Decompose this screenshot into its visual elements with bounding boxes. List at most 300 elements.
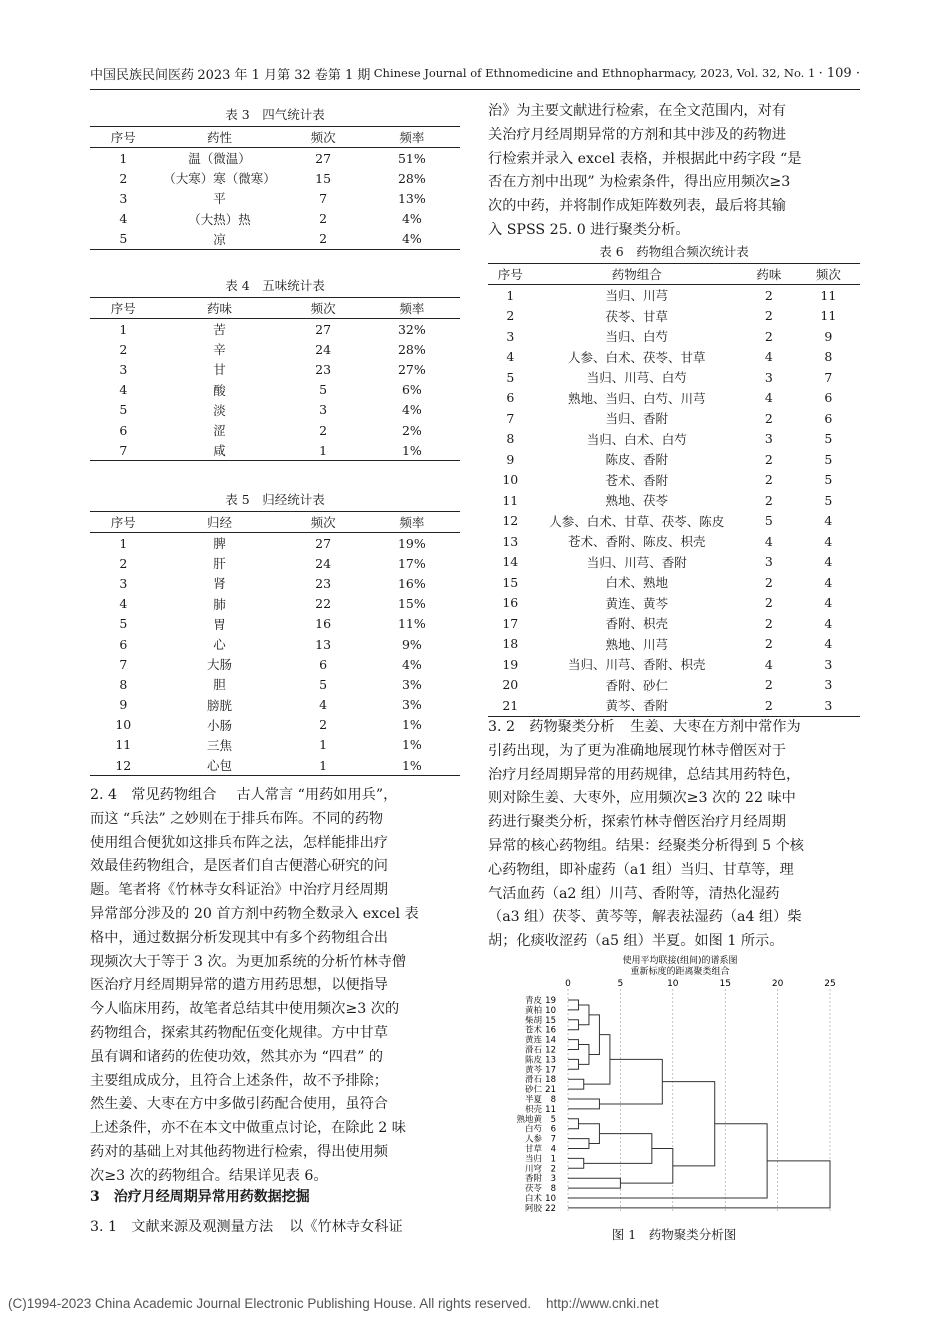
- leaf-id: 10: [545, 1005, 556, 1016]
- table-cell: 心: [213, 637, 226, 653]
- figure1-title-line1: 使用平均联接(组间)的谱系图: [622, 956, 738, 966]
- table-row: [488, 634, 860, 655]
- dendrogram-link: [568, 1124, 767, 1198]
- table-row: [488, 470, 860, 491]
- table-cell: 28%: [397, 341, 426, 357]
- text-line: 胡；化痰收涩药（a5 组）半夏。如图 1 所示。: [488, 933, 784, 950]
- table-cell: 13: [502, 533, 519, 549]
- dendrogram-link: [620, 1149, 672, 1184]
- table5: [90, 511, 460, 776]
- text-line: 关治疗月经周期异常的方剂和其中涉及的药物进: [488, 126, 786, 143]
- text-line: 次≥3 次的药物组合。结果详见表 6。: [90, 1167, 328, 1184]
- table-cell: 2: [319, 422, 328, 438]
- table-row: [488, 675, 860, 696]
- table-cell: 11: [820, 308, 837, 324]
- text-line: 而这 “兵法” 之妙则在于排兵布阵。不同的药物: [90, 810, 384, 827]
- leaf-name: 苍术: [524, 1025, 542, 1036]
- table-cell: 6: [506, 390, 515, 406]
- table-cell: 3: [764, 369, 773, 385]
- table-cell: 2: [764, 595, 773, 611]
- leaf-name: 人参: [524, 1134, 542, 1145]
- table-cell: 1: [282, 440, 363, 461]
- table-cell: 6: [824, 410, 833, 426]
- leaf-name: 熟地黄: [516, 1114, 542, 1125]
- table-row: [90, 654, 460, 674]
- table-cell: 肾: [213, 576, 226, 592]
- text-line: 药物组合，探索其药物配伍变化规律。方中甘草: [90, 1024, 388, 1041]
- text-line: 使用组合便犹如这排兵布阵之法，怎样能排出疗: [90, 834, 388, 851]
- dendrogram-link: [568, 1119, 578, 1129]
- dendrogram-link: [584, 1134, 652, 1164]
- table-cell: 1: [119, 535, 128, 551]
- axis-tick-label: 0: [565, 979, 571, 989]
- table-cell: 2: [764, 492, 773, 508]
- dendrogram-link: [584, 1035, 610, 1085]
- table-row: [488, 306, 860, 327]
- table-cell: 2: [764, 615, 773, 631]
- leaf-name: 青皮: [524, 996, 542, 1006]
- table-cell: （大寒）寒（微寒）: [163, 171, 276, 187]
- table-cell: 2: [764, 677, 773, 693]
- table-cell: 5: [319, 382, 328, 398]
- journal-title-en: Chinese Journal of Ethnomedicine and Ethnopharmacy, 2023, Vol. 32, No. 1: [373, 66, 816, 80]
- table-cell: 27: [315, 535, 332, 551]
- text-line: 现频次大于等于 3 次。为更加系统的分析竹林寺僧: [90, 953, 406, 970]
- table-header-cell: 药味: [157, 298, 283, 319]
- text-line: 否在方剂中出现” 为检索条件，得出应用频次≥3: [488, 174, 791, 191]
- dendrogram-figure: [500, 955, 850, 1225]
- section-3-1: [90, 1216, 462, 1240]
- table-cell: 4: [764, 349, 773, 365]
- text-line: 异常的核心药物组。结果：经聚类分析得到 5 个核: [488, 837, 804, 854]
- table-cell: 27%: [397, 361, 426, 377]
- table-cell: 涩: [213, 423, 226, 439]
- section-3-2-heading: 3. 2 药物聚类分析: [488, 719, 615, 735]
- table-cell: 2: [764, 328, 773, 344]
- table-cell: 2: [764, 472, 773, 488]
- table-cell: 脾: [213, 536, 226, 552]
- table-cell: 4: [824, 513, 833, 529]
- dendrogram-link: [568, 1020, 578, 1030]
- table-header-cell: 频次: [282, 298, 363, 319]
- text-line: 上述条件，亦不在本文中做重点讨论，在除此 2 味: [90, 1120, 406, 1137]
- leaf-name: 白术: [524, 1194, 542, 1204]
- leaf-id: 6: [550, 1124, 556, 1135]
- table-row: [90, 634, 460, 654]
- text-line: 然生姜、大枣在方中多做引药配合使用，虽符合: [90, 1096, 388, 1113]
- table-cell: 4: [824, 636, 833, 652]
- table-cell: 2: [282, 229, 363, 250]
- table-cell: 4: [119, 596, 128, 612]
- table-cell: 4: [319, 697, 328, 713]
- running-header: [90, 62, 860, 84]
- section-3-1-heading: 3. 1 文献来源及观测量方法: [90, 1219, 274, 1235]
- table-cell: 12: [502, 513, 519, 529]
- axis-tick-label: 20: [771, 979, 784, 989]
- leaf-id: 8: [550, 1184, 556, 1195]
- table-row: [90, 440, 460, 461]
- text-line: 效最佳药物组合，是医者们自古便潜心研究的问: [90, 858, 388, 875]
- text-line: 虽有调和诸药的佐使功效，然其亦为 “四君” 的: [90, 1048, 384, 1065]
- table-cell: 2: [764, 410, 773, 426]
- table-cell: 16: [315, 616, 332, 632]
- leaf-id: 16: [545, 1025, 556, 1036]
- table-cell: 16: [502, 595, 519, 611]
- table-cell: 胆: [213, 677, 226, 693]
- leaf-id: 18: [545, 1075, 556, 1086]
- leaf-id: 19: [545, 996, 556, 1006]
- table-cell: 22: [315, 596, 332, 612]
- table-row: [488, 388, 860, 409]
- table-cell: 熟地、茯苓: [605, 493, 669, 509]
- table-cell: 当归、川芎: [605, 288, 669, 304]
- table-cell: 5: [506, 369, 515, 385]
- table-cell: 6: [119, 422, 128, 438]
- table-cell: 当归、川芎、香附、枳壳: [568, 657, 706, 673]
- dendrogram-link: [589, 1015, 599, 1055]
- table-cell: 4: [764, 533, 773, 549]
- table-cell: 8: [506, 431, 515, 447]
- table-cell: 膀胱: [206, 697, 232, 713]
- section-3-title: 3 治疗月经周期异常用药数据挖掘: [90, 1189, 310, 1205]
- table-cell: 2: [119, 341, 128, 357]
- table-cell: 苦: [213, 322, 226, 338]
- table-header-cell: 药物组合: [533, 264, 741, 285]
- leaf-name: 阿胶: [524, 1203, 542, 1214]
- table-row: [488, 285, 860, 306]
- table-cell: 1: [319, 737, 328, 753]
- leaf-name: 砂仁: [524, 1085, 542, 1096]
- axis-tick-label: 25: [824, 979, 836, 989]
- table-cell: 7: [506, 410, 515, 426]
- table-row: [90, 553, 460, 573]
- leaf-name: 陈皮: [524, 1055, 542, 1066]
- table-header-cell: 归经: [157, 512, 283, 533]
- table-row: [488, 511, 860, 532]
- table-cell: 凉: [157, 229, 283, 250]
- table-cell: 淡: [213, 402, 226, 418]
- table-row: [90, 573, 460, 593]
- section-3-1-continued: [488, 100, 860, 243]
- text-line: 主要组成成分，且符合上述条件，故不予排除；: [90, 1072, 388, 1089]
- table-row: [90, 735, 460, 755]
- table-cell: 3: [119, 575, 128, 591]
- table-cell: 32%: [397, 321, 426, 337]
- leaf-name: 黄芩: [524, 1065, 542, 1076]
- table-row: [488, 531, 860, 552]
- leaf-id: 11: [545, 1104, 556, 1115]
- table-header-cell: 序号: [488, 264, 533, 285]
- leaf-id: 3: [550, 1174, 556, 1185]
- table-cell: 大肠: [206, 657, 232, 673]
- table-cell: 心包: [157, 755, 283, 776]
- table-row: [488, 552, 860, 573]
- table-cell: 27: [315, 150, 332, 166]
- table-cell: 黄连、黄芩: [605, 595, 669, 611]
- text-line: 行检索并录入 excel 表格，并根据此中药字段 “是: [488, 150, 802, 167]
- table-cell: 5: [824, 492, 833, 508]
- table-header-cell: 频率: [364, 512, 460, 533]
- leaf-name: 枳壳: [524, 1104, 542, 1115]
- table-cell: 4: [824, 574, 833, 590]
- leaf-name: 柴胡: [524, 1015, 542, 1026]
- leaf-id: 10: [545, 1194, 556, 1204]
- table-cell: 4: [824, 595, 833, 611]
- table-cell: 3: [506, 328, 515, 344]
- table-cell: 8: [824, 349, 833, 365]
- axis-tick-label: 10: [667, 979, 679, 989]
- leaf-id: 14: [545, 1035, 556, 1046]
- table-cell: 平: [213, 191, 226, 207]
- table-row: [488, 326, 860, 347]
- table-header-cell: 频次: [282, 127, 363, 148]
- table3: [90, 126, 460, 250]
- table-row: [90, 755, 460, 776]
- table-cell: 3: [824, 656, 833, 672]
- table-row: [488, 695, 860, 716]
- leaf-name: 当归: [524, 1154, 542, 1165]
- table-cell: 15: [502, 574, 519, 590]
- table-cell: 15%: [397, 596, 426, 612]
- table-cell: 2: [119, 170, 128, 186]
- leaf-name: 白芍: [524, 1124, 542, 1135]
- table-cell: 当归、白术、白芍: [586, 431, 687, 447]
- text-line: 次的中药，并将制作成矩阵数列表，最后将其输: [488, 198, 786, 215]
- table-cell: 17%: [397, 555, 426, 571]
- table-cell: （大热）热: [188, 211, 251, 227]
- axis-tick-label: 15: [719, 979, 731, 989]
- dendrogram-link: [568, 1099, 599, 1109]
- table-row: [90, 674, 460, 694]
- table-cell: 5: [824, 431, 833, 447]
- table-cell: 2: [764, 636, 773, 652]
- table-cell: 酸: [213, 382, 226, 398]
- table-cell: 熟地、当归、白芍、川芎: [568, 390, 706, 406]
- text-line: 格中，通过数据分析发现其中有多个药物组合出: [90, 929, 388, 946]
- table-header-cell: 药味: [741, 264, 797, 285]
- table-cell: 三焦: [206, 737, 232, 753]
- table4-caption: 表 4 五味统计表: [225, 278, 325, 293]
- table-cell: 4: [824, 615, 833, 631]
- leaf-name: 黄柏: [524, 1005, 542, 1016]
- table6: [488, 263, 860, 717]
- table-cell: 3%: [401, 676, 422, 692]
- text-line: 以《竹林寺女科证: [289, 1219, 403, 1235]
- table-cell: 9: [506, 451, 515, 467]
- leaf-id: 15: [545, 1015, 556, 1026]
- table-row: [488, 490, 860, 511]
- table-cell: 7: [119, 656, 128, 672]
- table-cell: 肝: [213, 556, 226, 572]
- table-cell: 10: [502, 472, 519, 488]
- table-cell: 苍术、香附、陈皮、枳壳: [568, 534, 706, 550]
- table-cell: 16%: [397, 575, 426, 591]
- table-cell: 9%: [401, 636, 422, 652]
- leaf-id: 13: [545, 1055, 556, 1066]
- section-2-4-heading: 2. 4 常见药物组合: [90, 787, 217, 803]
- table3-caption: 表 3 四气统计表: [225, 107, 325, 122]
- text-line: 入 SPSS 25. 0 进行聚类分析。: [488, 221, 690, 238]
- table-cell: 3: [764, 431, 773, 447]
- dendrogram-link: [568, 1158, 584, 1168]
- table-cell: 1%: [401, 737, 422, 753]
- table-cell: 19%: [397, 535, 426, 551]
- table-cell: 4: [506, 349, 515, 365]
- dendrogram-link: [568, 1079, 584, 1089]
- table-cell: 2: [764, 574, 773, 590]
- text-line: 古人常言 “用药如用兵”，: [236, 787, 398, 803]
- table-row: [90, 594, 460, 614]
- text-line: 引药出现，为了更为准确地展现竹林寺僧医对于: [488, 742, 786, 759]
- table-cell: 4%: [401, 656, 422, 672]
- table-cell: 14: [502, 554, 519, 570]
- table-cell: 8: [119, 676, 128, 692]
- table-cell: 3: [824, 677, 833, 693]
- leaf-id: 2: [550, 1164, 556, 1175]
- table-cell: 20: [502, 677, 519, 693]
- text-line: 异常部分涉及的 20 首方剂中药物全数录入 excel 表: [90, 905, 419, 922]
- table-cell: 1%: [364, 440, 460, 461]
- table-cell: 黄芩、香附: [533, 695, 741, 716]
- table-cell: 当归、川芎、香附: [586, 554, 687, 570]
- table-row: [90, 148, 460, 169]
- leaf-id: 8: [550, 1095, 556, 1105]
- leaf-id: 12: [545, 1045, 556, 1056]
- table-cell: 1: [506, 287, 515, 303]
- table-row: [90, 319, 460, 340]
- table-cell: 4: [764, 390, 773, 406]
- table-cell: 4%: [364, 229, 460, 250]
- table-row: [488, 408, 860, 429]
- table-cell: 51%: [397, 150, 426, 166]
- table-cell: 11: [115, 737, 132, 753]
- table-cell: 4%: [401, 211, 422, 227]
- table-header-cell: 序号: [90, 512, 157, 533]
- table-cell: 苍术、香附: [605, 472, 669, 488]
- table5-caption: 表 5 归经统计表: [225, 492, 325, 507]
- table-row: [488, 593, 860, 614]
- text-line: 治》为主要文献进行检索，在全文范围内，对有: [488, 103, 786, 119]
- table-cell: 21: [488, 695, 533, 716]
- table-header-cell: 频率: [364, 127, 460, 148]
- table-cell: 香附、枳壳: [605, 616, 669, 632]
- table-header-cell: 序号: [90, 127, 157, 148]
- table-cell: 13%: [397, 190, 426, 206]
- table-cell: 6%: [401, 382, 422, 398]
- text-line: 治疗月经周期异常的用药规律，总结其用药特色，: [488, 766, 801, 783]
- table-cell: 9: [824, 328, 833, 344]
- table-row: [90, 168, 460, 188]
- text-line: 题。笔者将《竹林寺女科证治》中治疗月经周期: [90, 882, 388, 899]
- table-cell: 9: [119, 697, 128, 713]
- table-cell: 6: [319, 656, 328, 672]
- table-cell: 3: [764, 554, 773, 570]
- table-cell: 3: [797, 695, 860, 716]
- table-cell: 2: [741, 695, 797, 716]
- dendrogram-link: [568, 1139, 589, 1149]
- table-row: [90, 715, 460, 735]
- table-row: [90, 380, 460, 400]
- table-cell: 3: [319, 402, 328, 418]
- leaf-id: 4: [550, 1144, 556, 1155]
- dendrogram-link: [568, 1040, 578, 1050]
- table-cell: 肺: [213, 596, 226, 612]
- table-cell: 11: [502, 492, 519, 508]
- table-cell: 18: [502, 636, 519, 652]
- table-header-cell: 序号: [90, 298, 157, 319]
- leaf-id: 7: [550, 1134, 556, 1145]
- table-cell: 24: [315, 341, 332, 357]
- table-cell: 熟地、川芎: [605, 636, 669, 652]
- leaf-id: 21: [545, 1085, 556, 1096]
- leaf-name: 香附: [524, 1174, 542, 1185]
- leaf-id: 22: [545, 1203, 556, 1214]
- table6-caption: 表 6 药物组合频次统计表: [599, 244, 749, 259]
- dendrogram-link: [568, 1178, 620, 1188]
- header-rule: [90, 89, 860, 90]
- table-cell: 1: [282, 755, 363, 776]
- section-3-2: [488, 716, 860, 954]
- journal-title-cn: 中国民族民间医药: [90, 67, 195, 83]
- table-cell: 11: [820, 287, 837, 303]
- table-cell: 5: [90, 229, 157, 250]
- table-row: [488, 613, 860, 634]
- table-cell: 人参、白术、甘草、茯苓、陈皮: [549, 513, 725, 529]
- table-cell: 5: [119, 402, 128, 418]
- table-cell: 2: [319, 717, 328, 733]
- table-cell: 7: [319, 190, 328, 206]
- table-cell: 4: [119, 211, 128, 227]
- table-cell: 27: [315, 321, 332, 337]
- table-cell: 10: [115, 717, 132, 733]
- dendrogram-link: [578, 1005, 588, 1025]
- table-row: [488, 654, 860, 675]
- table-cell: 3: [119, 190, 128, 206]
- issue-info-cn: 2023 年 1 月第 32 卷第 1 期: [197, 67, 371, 83]
- table-header-cell: 药性: [157, 127, 283, 148]
- table-cell: 香附、砂仁: [605, 677, 669, 693]
- table-cell: 15: [315, 170, 332, 186]
- table-cell: 5: [824, 451, 833, 467]
- table-row: [488, 572, 860, 593]
- figure1-caption: 图 1 药物聚类分析图: [611, 1227, 737, 1242]
- dendrogram-link: [662, 1082, 714, 1166]
- leaf-name: 滑石: [524, 1075, 542, 1086]
- table-cell: 1: [119, 321, 128, 337]
- table-cell: 咸: [157, 440, 283, 461]
- table-cell: 辛: [213, 342, 226, 358]
- text-line: 生姜、大枣在方剂中常作为: [630, 719, 801, 735]
- table-cell: 胃: [213, 616, 226, 632]
- figure1-title-line2: 重新标度的距离聚类组合: [630, 967, 730, 977]
- table-cell: 温（微温）: [188, 151, 251, 167]
- table-cell: 甘: [213, 362, 226, 378]
- table-cell: 5: [319, 676, 328, 692]
- table-cell: 3%: [401, 697, 422, 713]
- table-cell: 4: [764, 656, 773, 672]
- table-cell: 4: [119, 382, 128, 398]
- table-cell: 陈皮、香附: [605, 452, 669, 468]
- table-cell: 5: [764, 513, 773, 529]
- table-cell: 4: [824, 533, 833, 549]
- table-header-cell: 频次: [282, 512, 363, 533]
- table-cell: 24: [315, 555, 332, 571]
- text-line: 药对的基础上对其他药物进行检索，得出使用频: [90, 1143, 388, 1160]
- dendrogram-link: [568, 1161, 830, 1208]
- table-row: [90, 420, 460, 440]
- table-cell: 当归、白芍: [605, 329, 669, 345]
- table-cell: 4: [824, 554, 833, 570]
